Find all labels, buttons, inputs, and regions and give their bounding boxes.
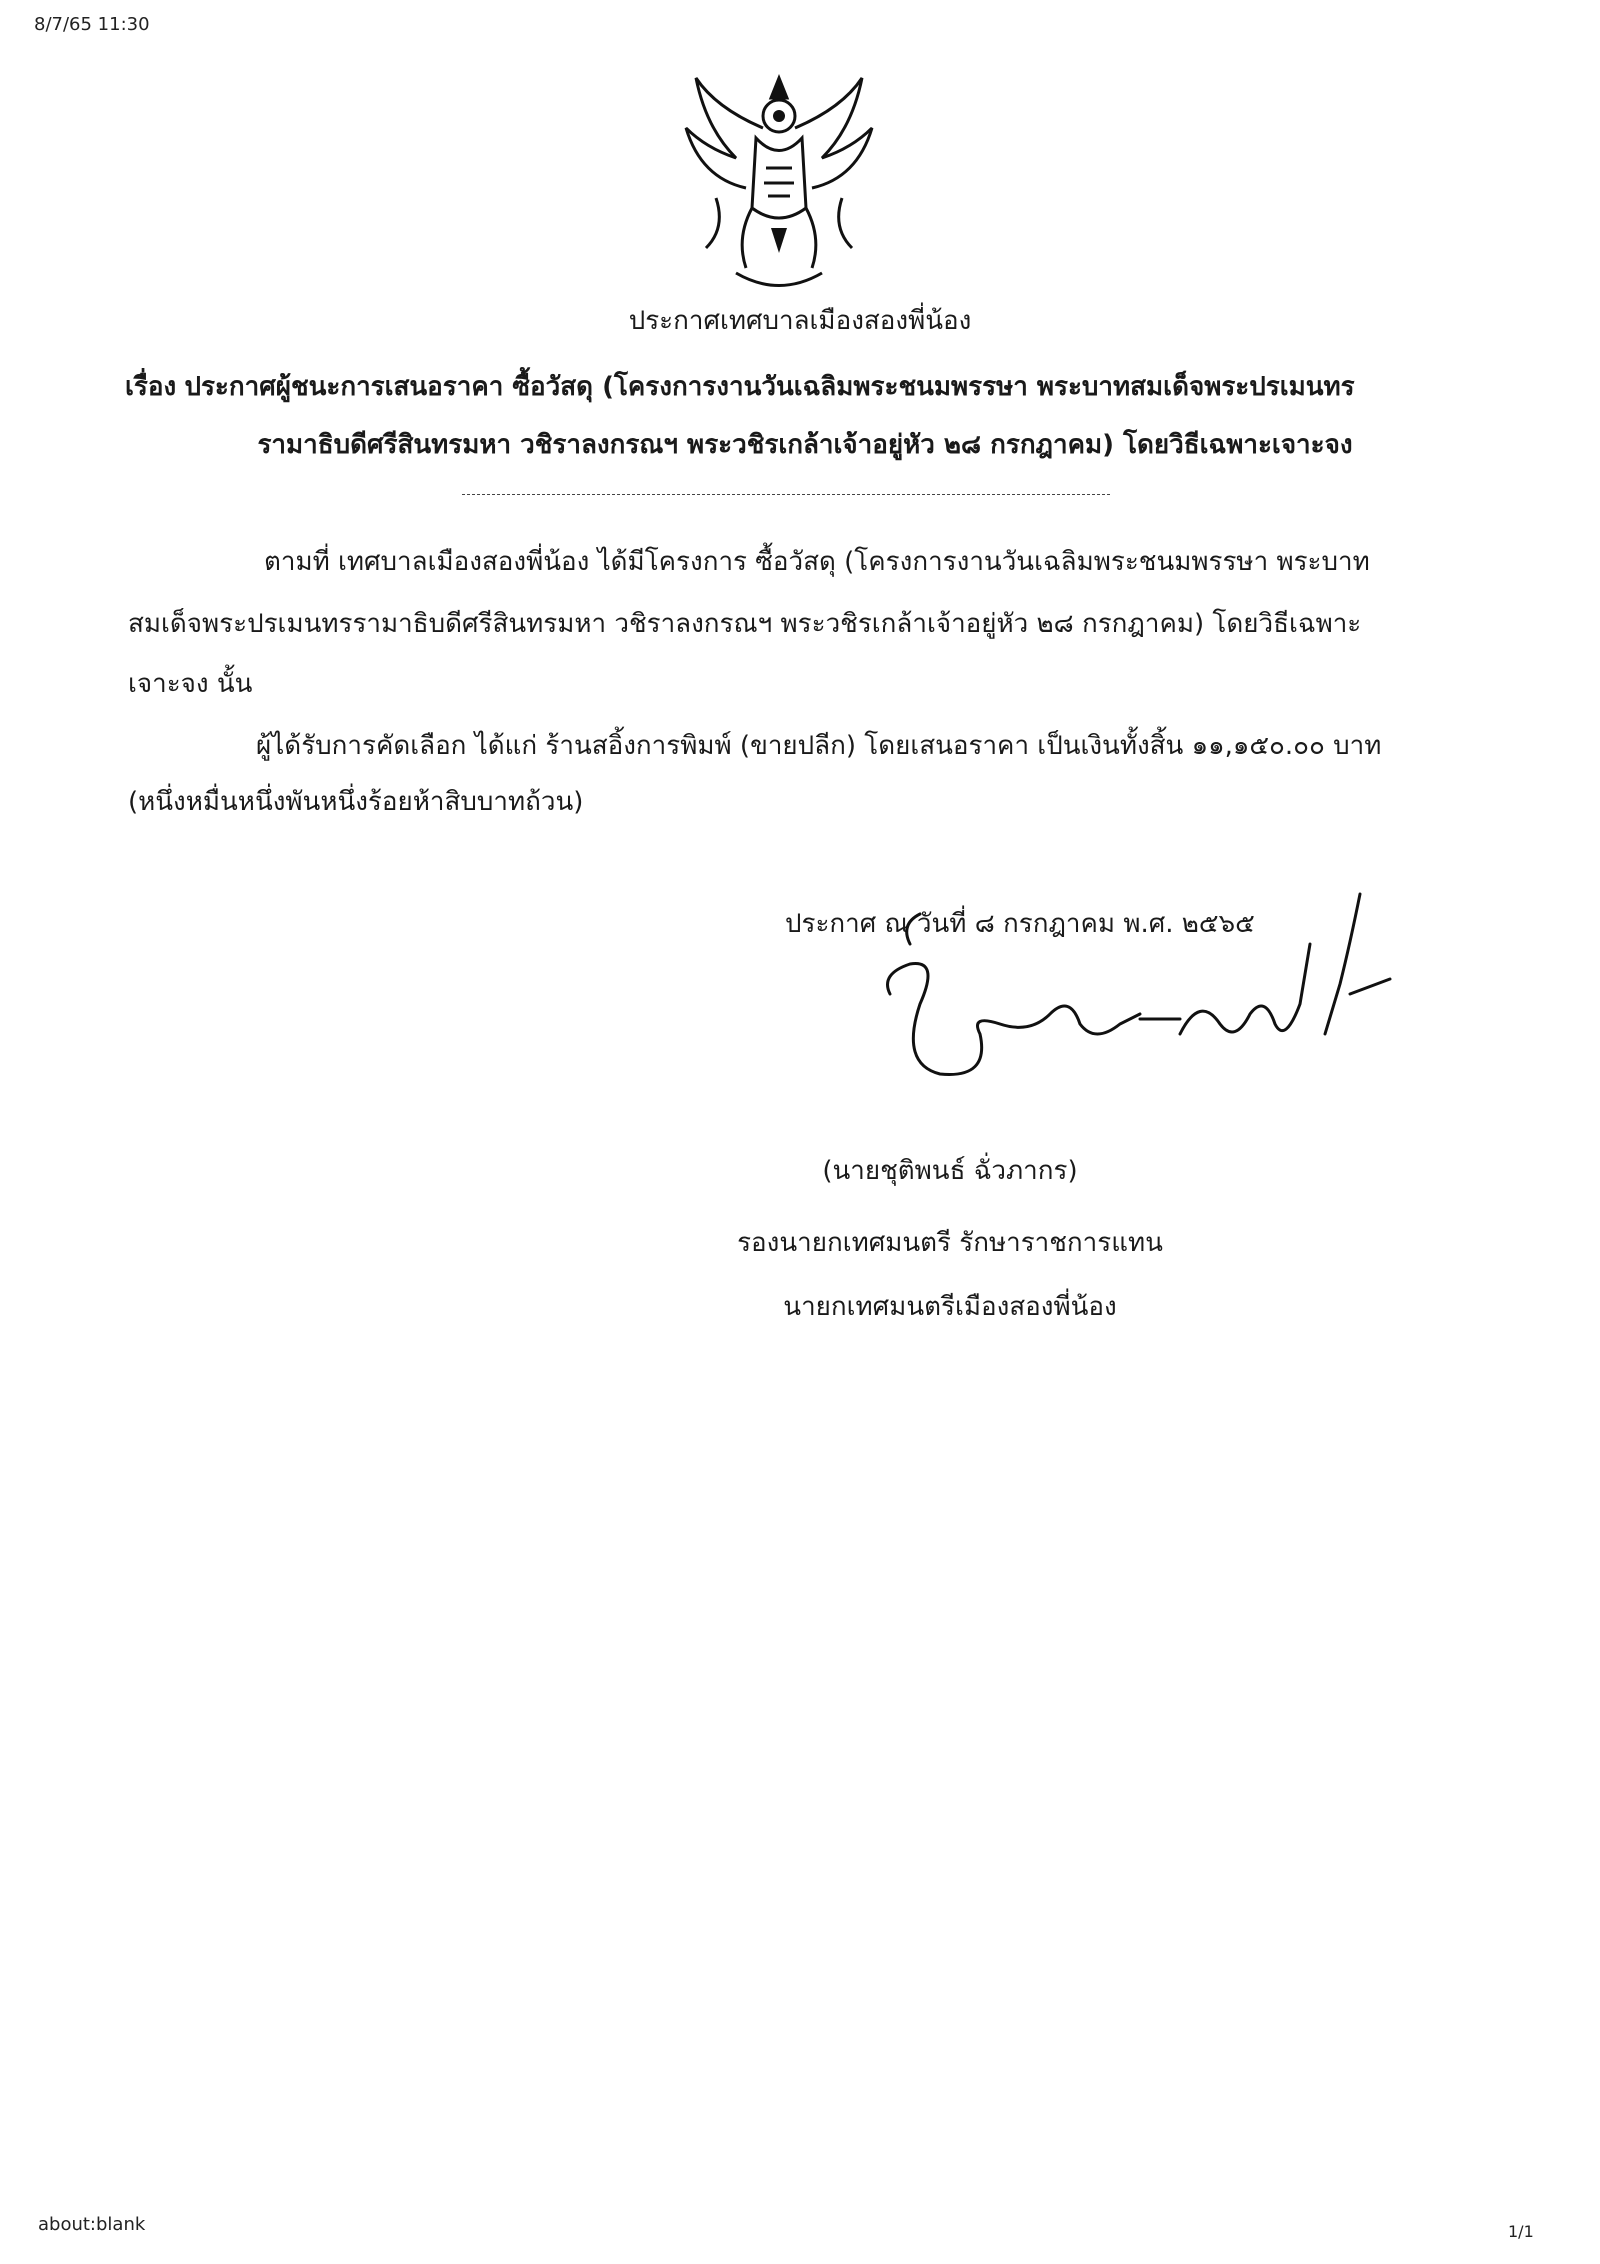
signer-title-1: รองนายกเทศมนตรี รักษาราชการแทน [737, 1228, 1163, 1258]
announcement-date: ประกาศ ณ วันที่ ๘ กรกฎาคม พ.ศ. ๒๕๖๕ [785, 909, 1255, 939]
paragraph-1-line-3: เจาะจง นั้น [128, 669, 253, 699]
signature [880, 884, 1400, 1114]
document-title: ประกาศเทศบาลเมืองสองพี่น้อง [628, 306, 972, 336]
paragraph-1-line-2: สมเด็จพระปรเมนทรรามาธิบดีศรีสินทรมหา วชิราลงกรณฯ พระวชิรเกล้าเจ้าอยู่หัว ๒๘ กรกฎาคม) โดยวิธีเฉพาะ [128, 609, 1362, 639]
subject-line-2 [125, 424, 1485, 465]
paragraph-1-line-1: ตามที่ เทศบาลเมืองสองพี่น้อง ได้มีโครงการ ซื้อวัสดุ (โครงการงานวันเฉลิมพระชนมพรรษา พระบาท [264, 547, 1370, 577]
garuda-emblem-icon [676, 68, 882, 296]
divider [462, 494, 1110, 495]
subject-line-1 [125, 366, 1485, 407]
print-timestamp: 8/7/65 11:30 [34, 14, 150, 35]
subject-label: เรื่อง [125, 372, 177, 402]
paragraph-2-line-1: ผู้ได้รับการคัดเลือก ได้แก่ ร้านสอิ้งการพิมพ์ (ขายปลีก) โดยเสนอราคา เป็นเงินทั้งสิ้น ๑๑,๑๕๐.๐๐ บาท [256, 731, 1382, 761]
subject-text-1: ประกาศผู้ชนะการเสนอราคา ซื้อวัสดุ (โครงการงานวันเฉลิมพระชนมพรรษา พระบาทสมเด็จพระปรเมนทร [184, 372, 1355, 402]
signer-title-2: นายกเทศมนตรีเมืองสองพี่น้อง [783, 1292, 1117, 1322]
footer-page-number: 1/1 [1508, 2222, 1534, 2241]
signer-name: (นายชุติพนธ์ ฉั่วภากร) [822, 1156, 1078, 1186]
subject-text-2: รามาธิบดีศรีสินทรมหา วชิราลงกรณฯ พระวชิรเกล้าเจ้าอยู่หัว ๒๘ กรกฎาคม) โดยวิธีเฉพาะเจาะจง [257, 430, 1353, 460]
paragraph-2-line-2: (หนึ่งหมื่นหนึ่งพันหนึ่งร้อยห้าสิบบาทถ้วน) [128, 787, 584, 817]
footer-url: about:blank [38, 2214, 146, 2235]
